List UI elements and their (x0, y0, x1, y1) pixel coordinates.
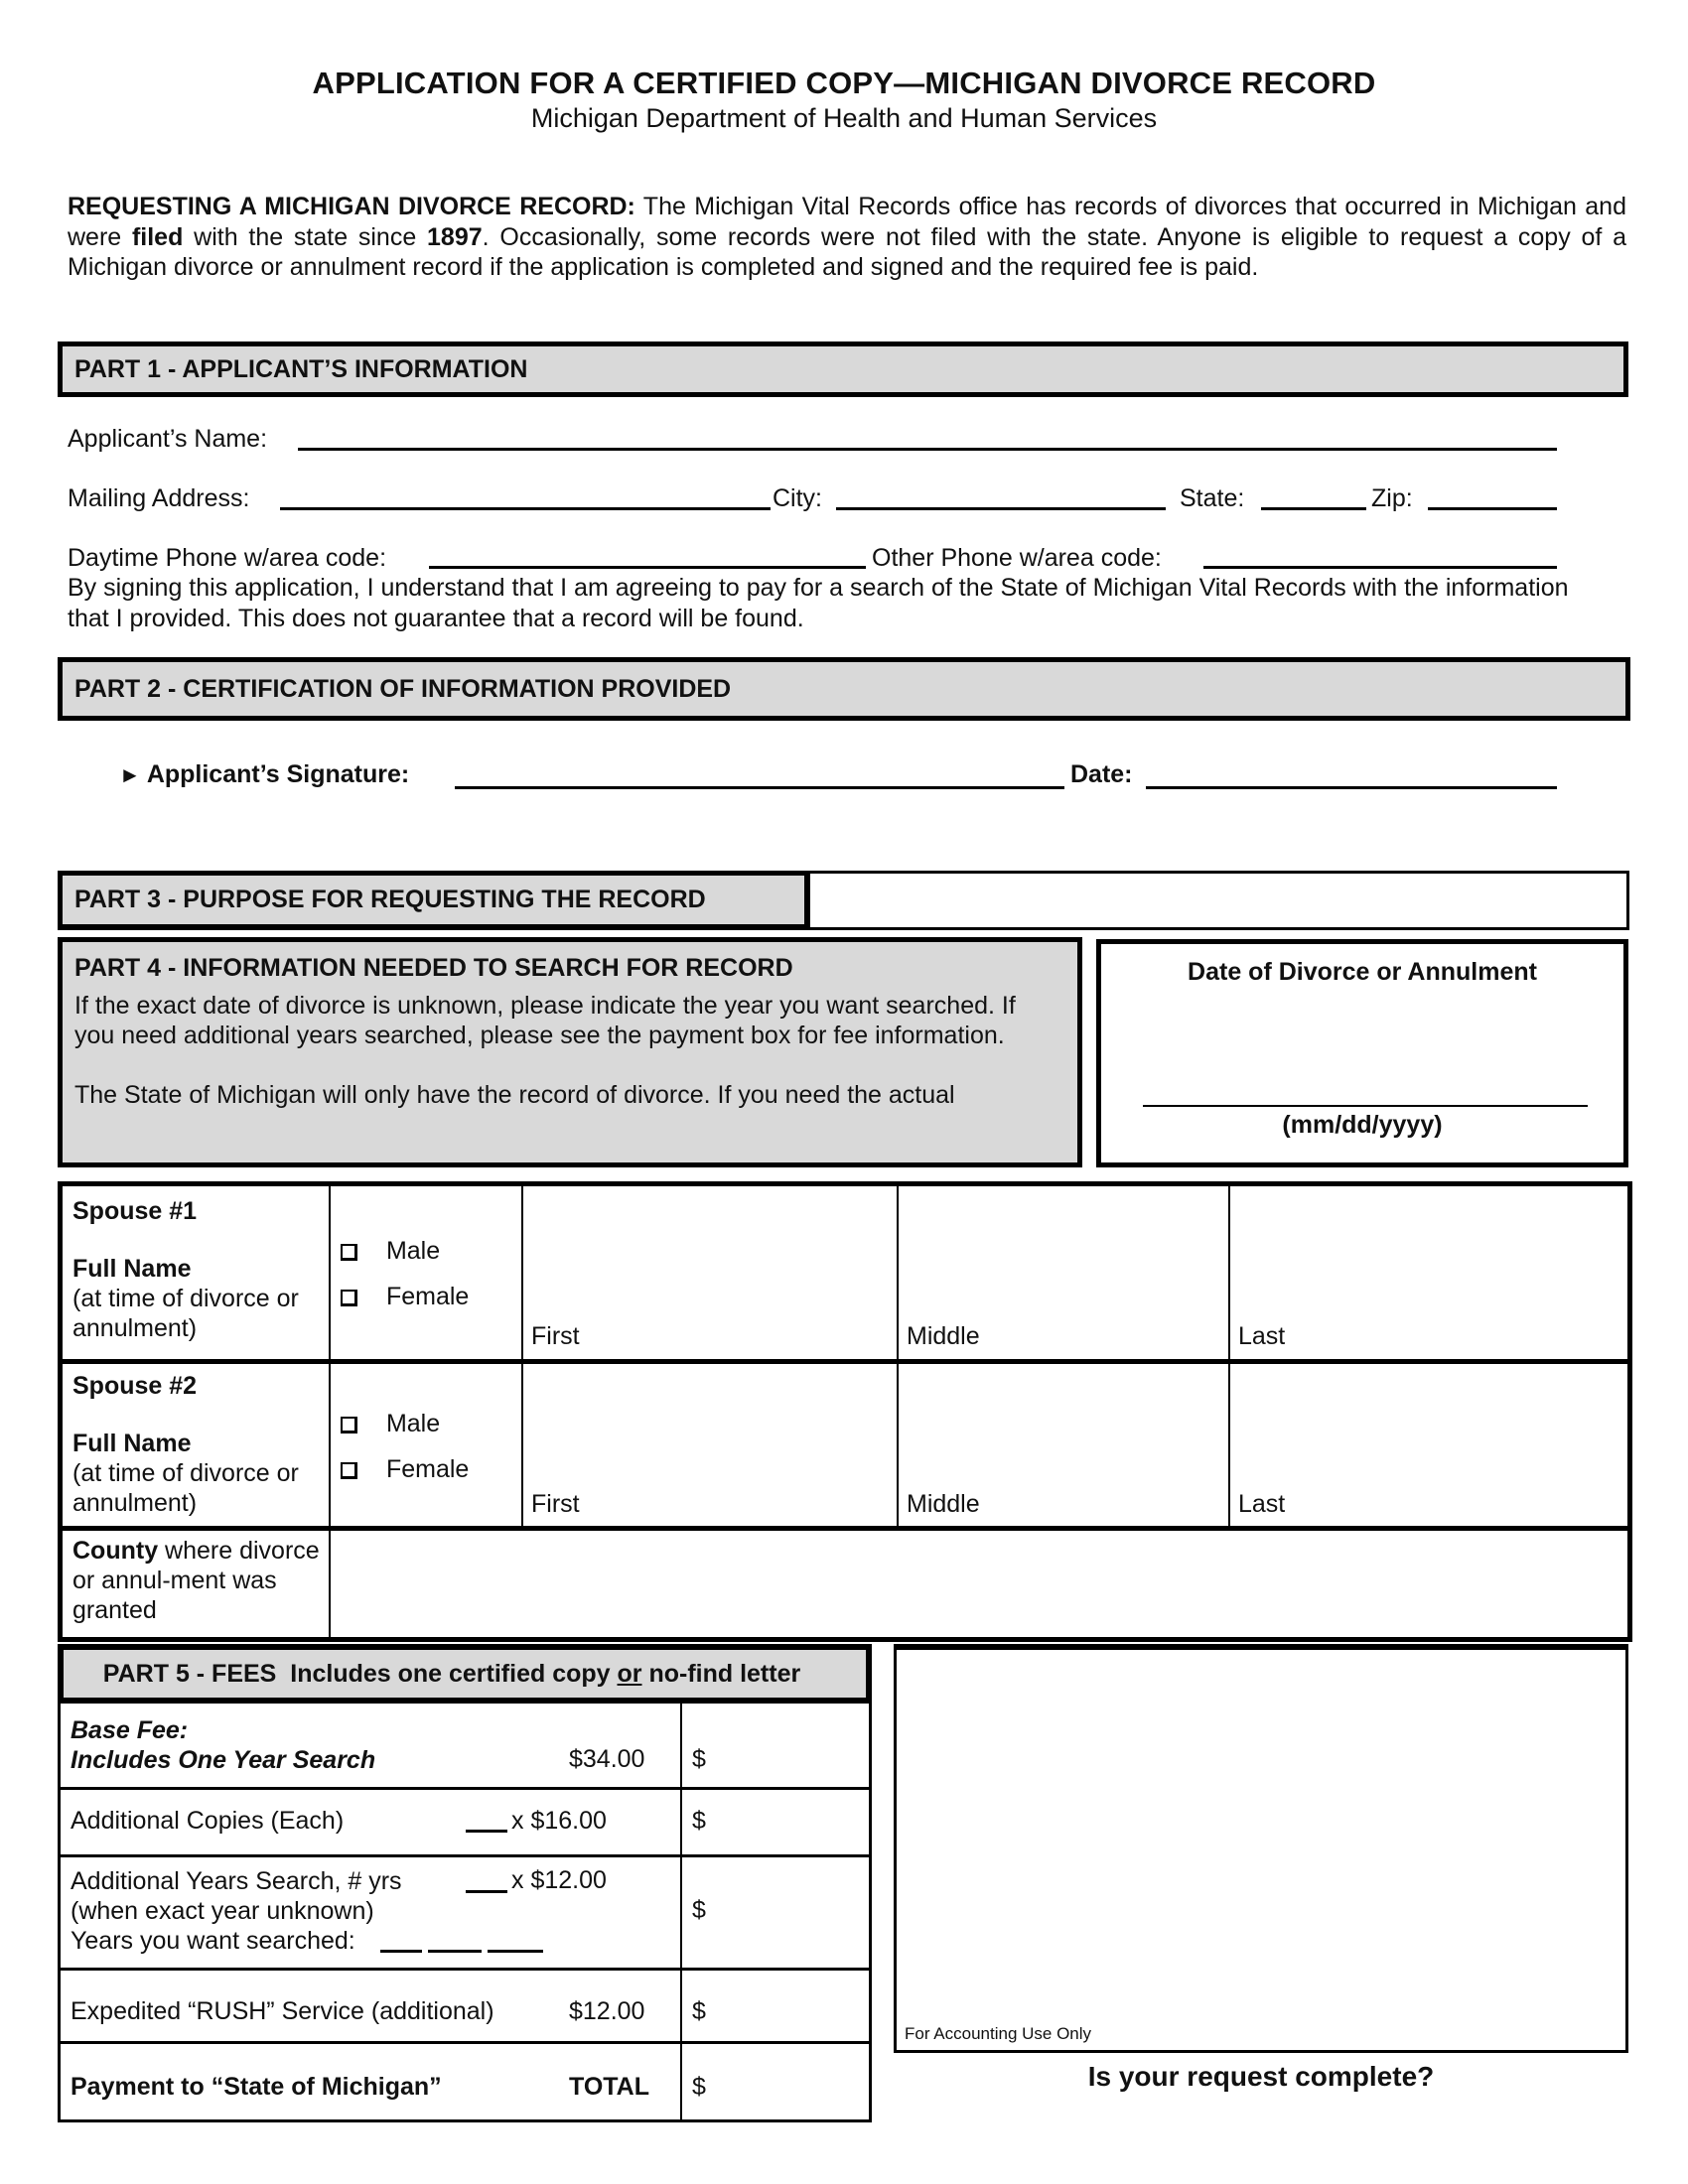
part4-info-box (58, 937, 1082, 1167)
additional-years-line2: (when exact year unknown) (70, 1897, 374, 1925)
divorce-date-title: Date of Divorce or Annulment (1188, 958, 1537, 986)
spouse1-label (72, 1196, 321, 1343)
agreement-text: By signing this application, I understand that I am agreeing to pay for a search of the State of Michigan Vital Records with the information that I provided. This does not guarantee that a record will be found. (68, 574, 1569, 632)
intro-lead: REQUESTING A MICHIGAN DIVORCE RECORD: (68, 193, 635, 220)
spouse1-first-name-field[interactable] (523, 1186, 897, 1359)
middle-label: Middle (907, 1490, 980, 1518)
base-fee-total-field[interactable] (692, 1745, 871, 1775)
checkbox-icon[interactable] (341, 1417, 357, 1433)
spouse1-last-name-field[interactable] (1230, 1186, 1627, 1359)
divider (61, 1854, 869, 1857)
dollar-sign: $ (692, 1997, 706, 2025)
intro-paragraph (68, 192, 1626, 283)
daytime-phone-field[interactable] (429, 566, 866, 569)
first-label: First (531, 1322, 580, 1350)
year-searched-field-3[interactable] (488, 1950, 543, 1953)
divorce-date-field[interactable] (1143, 1105, 1588, 1107)
part3-header-label: PART 3 - PURPOSE FOR REQUESTING THE RECORD (74, 886, 706, 913)
part4-header: PART 4 - INFORMATION NEEDED TO SEARCH FOR RECORD (74, 954, 793, 982)
county-text: where divorce or annul-ment was granted (72, 1537, 320, 1624)
base-fee-amount: $34.00 (569, 1745, 645, 1773)
spouse2-title: Spouse #2 (72, 1372, 198, 1400)
accounting-box (894, 1644, 1628, 2053)
year-searched-field-1[interactable] (380, 1950, 422, 1953)
additional-years-line1: Additional Years Search, # yrs (70, 1867, 402, 1895)
last-label: Last (1238, 1322, 1286, 1350)
fees-table (58, 1704, 872, 2122)
male-label: Male (385, 1237, 441, 1265)
part4-note: The State of Michigan will only have the record of divorce. If you need the actual (74, 1081, 955, 1109)
additional-years-qty-field[interactable] (466, 1890, 507, 1893)
state-label: State: (1180, 484, 1245, 512)
additional-years-total-field[interactable] (692, 1896, 871, 1926)
middle-label: Middle (907, 1322, 980, 1350)
other-phone-field[interactable] (1203, 566, 1557, 569)
applicant-name-field[interactable] (298, 448, 1557, 451)
last-label: Last (1238, 1490, 1286, 1518)
checkbox-icon[interactable] (341, 1244, 357, 1261)
divider (680, 1704, 682, 2119)
additional-years-label (70, 1866, 402, 1956)
spouse2-first-name-field[interactable] (523, 1364, 897, 1526)
checkbox-icon[interactable] (341, 1290, 357, 1306)
spouse2-last-name-field[interactable] (1230, 1364, 1627, 1526)
year-searched-field-2[interactable] (428, 1950, 482, 1953)
spouse2-label (72, 1371, 321, 1518)
female-label: Female (385, 1455, 470, 1483)
form-title: APPLICATION FOR A CERTIFIED COPY—MICHIGAN DIVORCE RECORD (312, 66, 1376, 100)
completion-question: Is your request complete? (1087, 2061, 1435, 2092)
rush-service-amount: $12.00 (569, 1997, 645, 2025)
part2-header-label: PART 2 - CERTIFICATION OF INFORMATION PROVIDED (74, 674, 732, 703)
grand-total-field[interactable] (692, 2073, 871, 2103)
spouse2-middle-name-field[interactable] (899, 1364, 1228, 1526)
female-label: Female (385, 1283, 470, 1310)
zip-field[interactable] (1428, 507, 1557, 510)
spouse1-fullname-label: Full Name (72, 1255, 192, 1283)
city-field[interactable] (836, 507, 1166, 510)
accounting-label: For Accounting Use Only (905, 2024, 1092, 2043)
divider (61, 1787, 869, 1790)
part5-header-text: Includes one certified copy (276, 1659, 618, 1688)
part2-header (58, 657, 1630, 721)
mailing-address-label: Mailing Address: (68, 484, 250, 512)
part1-header-label: PART 1 - APPLICANT’S INFORMATION (74, 354, 528, 383)
part5-header-bold: PART 5 - FEES (102, 1659, 277, 1688)
spouse1-note: (at time of divorce or annulment) (72, 1285, 299, 1342)
spouse1-middle-name-field[interactable] (899, 1186, 1228, 1359)
applicant-name-label: Applicant’s Name: (68, 425, 268, 453)
male-label: Male (385, 1410, 441, 1437)
additional-copies-qty-field[interactable] (466, 1830, 507, 1833)
part5-header-tail: no-find letter (641, 1659, 801, 1688)
base-fee-title: Base Fee: (70, 1716, 189, 1744)
spouse2-note: (at time of divorce or annulment) (72, 1459, 299, 1517)
spouse2-female-option[interactable] (341, 1454, 469, 1484)
dollar-sign: $ (692, 1896, 706, 1924)
part4-instructions: If the exact date of divorce is unknown, please indicate the year you want searched. If you need additional years searched, please see the payment box for fee information. (74, 992, 1016, 1049)
additional-copies-label: Additional Copies (Each) (70, 1807, 345, 1835)
county-label (72, 1536, 321, 1625)
dollar-sign: $ (692, 2073, 706, 2101)
arrow-right-icon: ► (119, 762, 141, 787)
county-field[interactable] (331, 1531, 1627, 1637)
date-format-hint: (mm/dd/yyyy) (1282, 1111, 1443, 1139)
mailing-address-field[interactable] (280, 507, 771, 510)
rush-service-total-field[interactable] (692, 1997, 871, 2027)
signature-date-field[interactable] (1146, 786, 1557, 789)
rush-service-label: Expedited “RUSH” Service (additional) (70, 1997, 494, 2025)
signature-label: Applicant’s Signature: (146, 760, 410, 788)
spouse-table (58, 1181, 1632, 1642)
city-label: City: (773, 484, 822, 512)
additional-copies-amount: x $16.00 (511, 1807, 607, 1835)
spouse1-female-option[interactable] (341, 1282, 469, 1311)
intro-text: The Michigan Vital Records office has records of divorces that occurred in Michigan and were (68, 193, 1626, 251)
intro-text: with the state since (183, 222, 428, 251)
divorce-date-box (1096, 939, 1628, 1167)
spouse1-male-option[interactable] (341, 1236, 440, 1266)
dollar-sign: $ (692, 1745, 706, 1773)
spouse2-fullname-label: Full Name (72, 1430, 192, 1457)
intro-bold-year: 1897 (427, 222, 483, 251)
state-field[interactable] (1261, 507, 1366, 510)
payment-label: Payment to “State of Michigan” (70, 2073, 442, 2101)
checkbox-icon[interactable] (341, 1462, 357, 1479)
date-label: Date: (1070, 760, 1133, 788)
first-label: First (531, 1490, 580, 1518)
dollar-sign: $ (692, 1807, 706, 1835)
other-phone-label: Other Phone w/area code: (872, 544, 1162, 572)
daytime-phone-label: Daytime Phone w/area code: (68, 544, 387, 572)
spouse1-title: Spouse #1 (72, 1197, 198, 1225)
part5-header-or: or (617, 1659, 642, 1688)
intro-text: . Occasionally, some records were not filed with the state. Anyone is eligible to request a copy of a Michigan divorce or annulment record if the application is completed and signed and the required fee is paid. (68, 222, 1626, 281)
intro-bold-filed: filed (131, 222, 184, 251)
base-fee-subtitle: Includes One Year Search (70, 1746, 376, 1774)
additional-copies-total-field[interactable] (692, 1807, 871, 1837)
signature-label-group (119, 760, 409, 789)
additional-years-amount: x $12.00 (511, 1866, 607, 1894)
part1-header (58, 341, 1628, 397)
spouse2-male-option[interactable] (341, 1409, 440, 1438)
additional-years-line3: Years you want searched: (70, 1927, 355, 1955)
zip-label: Zip: (1371, 484, 1413, 512)
divider (61, 1968, 869, 1971)
divider (61, 2041, 869, 2044)
signature-field[interactable] (455, 786, 1064, 789)
form-subtitle: Michigan Department of Health and Human Services (530, 103, 1158, 133)
total-label: TOTAL (569, 2073, 650, 2101)
part3-header (58, 871, 810, 930)
base-fee-label (70, 1715, 375, 1775)
part5-header (58, 1644, 872, 1704)
county-bold: County (72, 1537, 159, 1565)
